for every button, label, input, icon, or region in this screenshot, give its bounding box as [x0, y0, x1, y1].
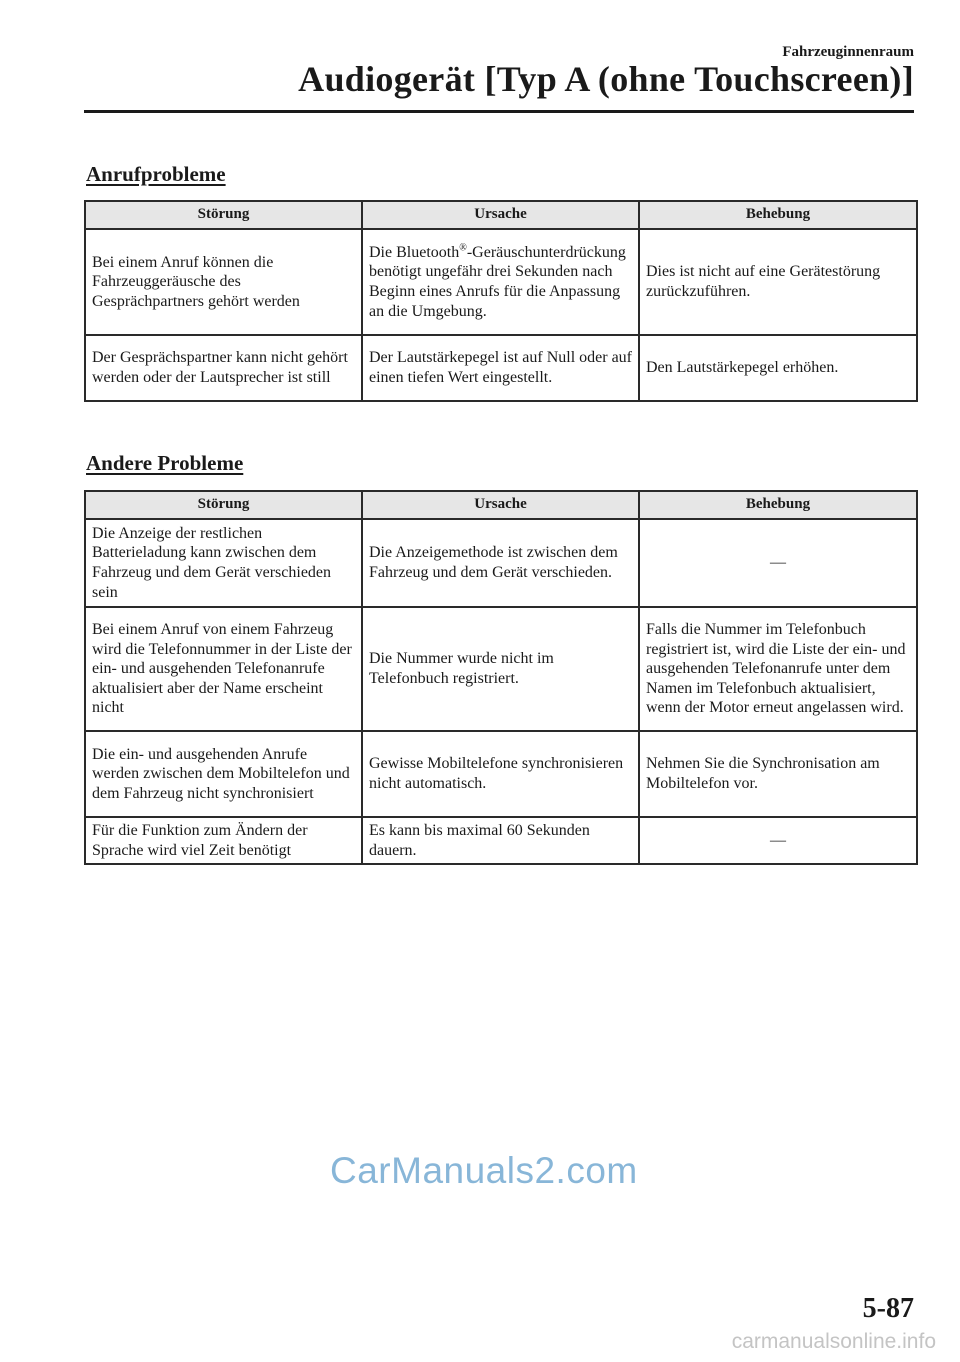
- table-row: [85, 335, 917, 401]
- cell-behebung: —: [639, 817, 917, 864]
- table-header-row: [85, 201, 917, 229]
- cell-behebung: Den Lautstärkepegel erhöhen.: [639, 335, 917, 401]
- column-header-behebung: Behebung: [639, 491, 917, 519]
- table-row: [85, 731, 917, 817]
- table-andere-probleme: [84, 490, 918, 865]
- cell-ursache: Der Lautstärkepegel ist auf Null oder auf einen tiefen Wert eingestellt.: [362, 335, 639, 401]
- cell-stoerung: Der Gesprächspartner kann nicht gehört werden oder der Lautsprecher ist still: [85, 335, 362, 401]
- cell-stoerung: Für die Funktion zum Ändern der Sprache wird viel Zeit benötigt: [85, 817, 362, 864]
- running-header-title: Audiogerät [Typ A (ohne Touchscreen)]: [298, 59, 914, 99]
- cell-behebung: —: [639, 519, 917, 607]
- column-header-stoerung: Störung: [85, 491, 362, 519]
- cell-ursache: Gewisse Mobiltelefone synchronisieren nicht automatisch.: [362, 731, 639, 817]
- column-header-ursache: Ursache: [362, 491, 639, 519]
- cell-ursache: Die Nummer wurde nicht im Telefonbuch registriert.: [362, 607, 639, 731]
- running-header-section: Fahrzeuginnenraum: [782, 44, 914, 60]
- column-header-ursache: Ursache: [362, 201, 639, 229]
- table-header-row: [85, 491, 917, 519]
- cell-stoerung: Bei einem Anruf von einem Fahrzeug wird die Telefonnummer in der Liste der ein- und ausgehenden Telefonanrufe aktualisiert aber der Name erscheint nicht: [85, 607, 362, 731]
- table-row: [85, 607, 917, 731]
- column-header-stoerung: Störung: [85, 201, 362, 229]
- table-row: [85, 519, 917, 607]
- cell-behebung: Falls die Nummer im Telefonbuch registriert ist, wird die Liste der ein- und ausgehenden Telefonanrufe unter dem Namen im Telefonbuch aktualisiert, wenn der Motor erneut angelassen wird.: [639, 607, 917, 731]
- cell-behebung: Dies ist nicht auf eine Gerätestörung zurückzuführen.: [639, 229, 917, 335]
- header-divider: [84, 110, 914, 113]
- section-heading-andere-probleme: Andere Probleme: [86, 451, 244, 475]
- cell-ursache: Die Anzeigemethode ist zwischen dem Fahrzeug und dem Gerät verschieden.: [362, 519, 639, 607]
- watermark-carmanuals2: CarManuals2.com: [330, 1150, 638, 1191]
- cell-stoerung: Die Anzeige der restlichen Batterieladung kann zwischen dem Fahrzeug und dem Gerät verschieden sein: [85, 519, 362, 607]
- table-row: [85, 229, 917, 335]
- cell-stoerung: Die ein- und ausgehenden Anrufe werden zwischen dem Mobiltelefon und dem Fahrzeug nicht synchronisiert: [85, 731, 362, 817]
- cell-ursache-text-start: Die Bluetooth: [369, 243, 460, 261]
- cell-ursache: Es kann bis maximal 60 Sekunden dauern.: [362, 817, 639, 864]
- table-anrufprobleme: [84, 200, 918, 402]
- table-row: [85, 817, 917, 864]
- column-header-behebung: Behebung: [639, 201, 917, 229]
- cell-ursache: [362, 229, 639, 335]
- cell-stoerung: Bei einem Anruf können die Fahrzeuggeräusche des Gesprächpartners gehört werden: [85, 229, 362, 335]
- section-heading-anrufprobleme: Anrufprobleme: [86, 162, 226, 186]
- footer-site-watermark: carmanualsonline.info: [731, 1330, 936, 1353]
- cell-ursache-text-end: -Geräuschunterdrückung benötigt ungefähr drei Sekunden nach Beginn eines Anrufs für die Anpassung an die Umgebung.: [369, 243, 626, 320]
- page-number: 5-87: [862, 1293, 914, 1324]
- registered-mark: ®: [459, 242, 467, 254]
- cell-behebung: Nehmen Sie die Synchronisation am Mobiltelefon vor.: [639, 731, 917, 817]
